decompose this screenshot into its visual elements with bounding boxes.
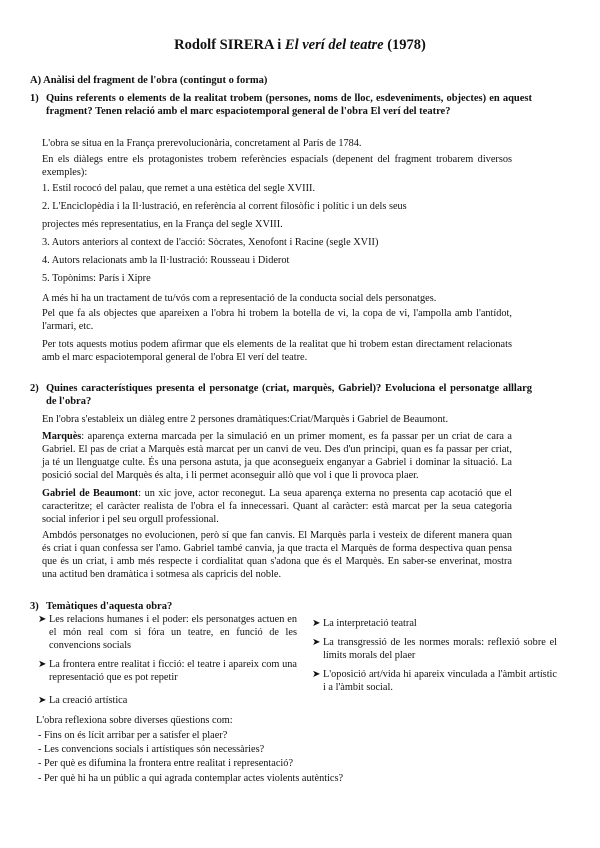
q1-list-item: 4. Autors relacionats amb la Il·lustració: Rousseau i Diderot	[42, 255, 290, 266]
q1-paragraph-4: Pel que fa als objectes que apareixen a l'obra hi trobem la botella de vi, la copa de vi, l'ampolla amb l'antídot, l'armari, etc.	[42, 308, 512, 332]
gabriel-text: : un xic jove, actor reconegut. La seua aparença externa no presenta cap acotació que el caracteritze; el caràcter realista de l'obra el fa innecessari. Quant al caràcter: està marcat per la seua categoria social inferior i pel seu orgull professional.	[42, 488, 512, 525]
marques-label: Marquès	[42, 431, 82, 442]
q1-number: 1)	[30, 93, 39, 104]
arrow-bullet-icon: ➤	[312, 618, 321, 629]
section-a-heading: A) Anàlisi del fragment de l'obra (contingut o forma)	[30, 75, 268, 86]
gabriel-label: Gabriel de Beaumont	[42, 488, 139, 499]
q1-paragraph-3: A més hi ha un tractament de tu/vós com a representació de la conducta social dels personatges.	[42, 293, 437, 304]
title-work: El verí del teatre	[284, 37, 384, 53]
q3-question: - Per què hi ha un públic a qui agrada contemplar actes violents autèntics?	[38, 773, 344, 784]
q2-marques-paragraph	[42, 430, 512, 482]
q1-paragraph-2: En els diàlegs entre els protagonistes trobem referències espacials (depenent del fragment trobarem diversos exemples):	[42, 154, 512, 178]
q3-intro: L'obra reflexiona sobre diverses qüestions com:	[36, 715, 233, 726]
q1-list-item: 1. Estil rococó del palau, que remet a una estètica del segle XVIII.	[42, 183, 316, 194]
q3-question: - Les convencions socials i artístiques són necessàries?	[38, 744, 265, 755]
q1-paragraph-5: Per tots aquests motius podem afirmar que els elements de la realitat que hi trobem estan directament relacionats amb el marc espaciotemporal general de l'obra El verí del teatre.	[42, 339, 512, 363]
marques-text: : aparença externa marcada per la simulació en un primer moment, es fa passar per un criat de cara a Gabriel. El pas de criat a Marquès està marcat per un canvi de veu. Des d'un principi, quan es fa passar per criat, ja té un llenguatge culte. És una persona astuta, ja que aconsegueix enganyar a Gabriel i dominar la situació. La posició social del Marquès és alta, i li permet aconseguir allò que vol i que li provoca plaer.	[42, 431, 512, 481]
q3-number: 3)	[30, 601, 39, 612]
q2-number: 2)	[30, 383, 39, 394]
q2-text: Quines característiques presenta el personatge (criat, marquès, Gabriel)? Evoluciona el personatge alllarg de l'obra?	[46, 383, 532, 407]
arrow-bullet-icon: ➤	[38, 614, 47, 625]
q3-text: Temàtiques d'aquesta obra?	[46, 601, 173, 612]
q1-text: Quins referents o elements de la realitat trobem (persones, noms de lloc, esdeveniments, objectes) en aquest fragment? Tenen relació amb el marc espaciotemporal general de l'obra El verí del teatre?	[46, 93, 532, 117]
q1-list-item: projectes més representatius, en la França del segle XVIII.	[42, 219, 283, 230]
document-page: Rodolf SIRERA i El verí del teatre (1978) A) Anàlisi del fragment de l'obra (contingut o forma) 1) Quins referents o elements de la realitat trobem (persones, noms de lloc, esdeveniments, objectes) en aquest fragment? Tenen relació amb el marc espaciotemporal general de l'obra El verí del teatre? L'obra se situa en la França prerevolucionària, concretament al París de 1784. En els diàlegs entre els protagonistes trobem referències espacials (depenent del fragment trobarem diversos exemples): 1. Estil rococó del palau, que remet a una estètica del segle XVIII. 2. L'Enciclopèdia i la Il·lustració, en referència al corrent filosòfic i polític i un dels seus projectes més representatius, en la França del segle XVIII. 3. Autors anteriors al context de l'acció: Sòcrates, Xenofont i Racine (segle XVII) 4. Autors relacionats amb la Il·lustració: Rousseau i Diderot 5. Topònims: París i Xipre A més hi ha un tractament de tu/vós com a representació de la conducta social dels personatges. Pel que fa als objectes que apareixen a l'obra hi trobem la botella de vi, la copa de vi, l'ampolla amb l'antídot, l'armari, etc. Per tots aquests motius podem afirmar que els elements de la realitat que hi trobem estan directament relacionats amb el marc espaciotemporal general de l'obra El verí del teatre. 2) Quines característiques presenta el personatge (criat, marquès, Gabriel)? Evoluciona el personatge alllarg de l'obra? En l'obra s'estableix un diàleg entre 2 persones dramàtiques:Criat/Marquès i Gabriel de Beaumont. Marquès: aparença externa marcada per la simulació en un primer moment, es fa passar per un criat de cara a Gabriel. El pas de criat a Marquès està marcat per un canvi de veu. Des d'un principi, quan es fa passar per criat, ja té un llenguatge culte. És una persona astuta, ja que aconsegueix enganyar a Gabriel i dominar la situació. La posició social del Marquès és alta, i li permet aconseguir allò que vol i que li provoca plaer. Gabriel de Beaumont: un xic jove, actor reconegut. La seua aparença externa no presenta cap acotació que el caracteritze; el caràcter realista de l'obra el fa innecessari. Quant al caràcter: està marcat per la seua categoria social inferior i pel seu orgull professional. Ambdós personatges no evolucionen, però sí que fan canvis. El Marquès parla i vesteix de diferent manera quan és criat i quan confessa ser l'amo. Gabriel també canvia, ja que tracta el Marquès de forma despectiva quan pensa que és un criat, i amb més respecte i cordialitat quan s'adona que és el Marquès. En saber-se enverinat, mostra una actitud ben dramàtica i sotmesa als capricis del noble. 3) Temàtiques d'aquesta obra? ➤ Les relacions humanes i el poder: els personatges actuen en el món real com si fóra un teatre, en funció de les convencions socials ➤ La frontera entre realitat i ficció: el teatre i apareix com una representació que es pot repetir ➤ La creació artística ➤ La interpretació teatral ➤ La transgressió de les normes morals: reflexió sobre el límits morals del plaer ➤ L'oposició art/vida hi apareix vinculada a l'àmbit artístic i a l'àmbit social. L'obra reflexiona sobre diverses qüestions com: - Fins on és lícit arribar per a satisfer el plaer? - Les convencions socials i artístiques són necessàries? - Per què es difumina la frontera entre realitat i representació? - Per què hi ha un públic a qui agrada contemplar actes violents autèntics?	[0, 0, 600, 848]
q3-question: - Per què es difumina la frontera entre realitat i representació?	[38, 758, 294, 769]
q2-paragraph-1: En l'obra s'estableix un diàleg entre 2 persones dramàtiques:Criat/Marquès i Gabriel de Beaumont.	[42, 414, 449, 425]
arrow-bullet-icon: ➤	[38, 659, 47, 670]
q1-list-item: 5. Topònims: París i Xipre	[42, 273, 151, 284]
arrow-bullet-icon: ➤	[312, 669, 321, 680]
title-year: (1978)	[387, 37, 426, 53]
q1-list-item: 3. Autors anteriors al context de l'acció: Sòcrates, Xenofont i Racine (segle XVII)	[42, 237, 379, 248]
arrow-bullet-icon: ➤	[38, 695, 47, 706]
q1-list-item: 2. L'Enciclopèdia i la Il·lustració, en referència al corrent filosòfic i polític i un dels seus	[42, 201, 407, 212]
page-title	[0, 37, 600, 54]
arrow-bullet-icon: ➤	[312, 637, 321, 648]
q1-paragraph-1: L'obra se situa en la França prerevolucionària, concretament al París de 1784.	[42, 138, 362, 149]
q3-question: - Fins on és lícit arribar per a satisfer el plaer?	[38, 730, 228, 741]
title-author: Rodolf SIRERA i	[174, 37, 282, 53]
q2-gabriel-paragraph	[42, 487, 512, 526]
q2-paragraph-4: Ambdós personatges no evolucionen, però sí que fan canvis. El Marquès parla i vesteix de diferent manera quan és criat i quan confessa ser l'amo. Gabriel també canvia, ja que tracta el Marquès de forma despectiva quan pensa que és un criat, i amb més respecte i cordialitat quan s'adona que és el Marquès. En saber-se enverinat, mostra una actitud ben dramàtica i sotmesa als capricis del noble.	[42, 530, 512, 580]
